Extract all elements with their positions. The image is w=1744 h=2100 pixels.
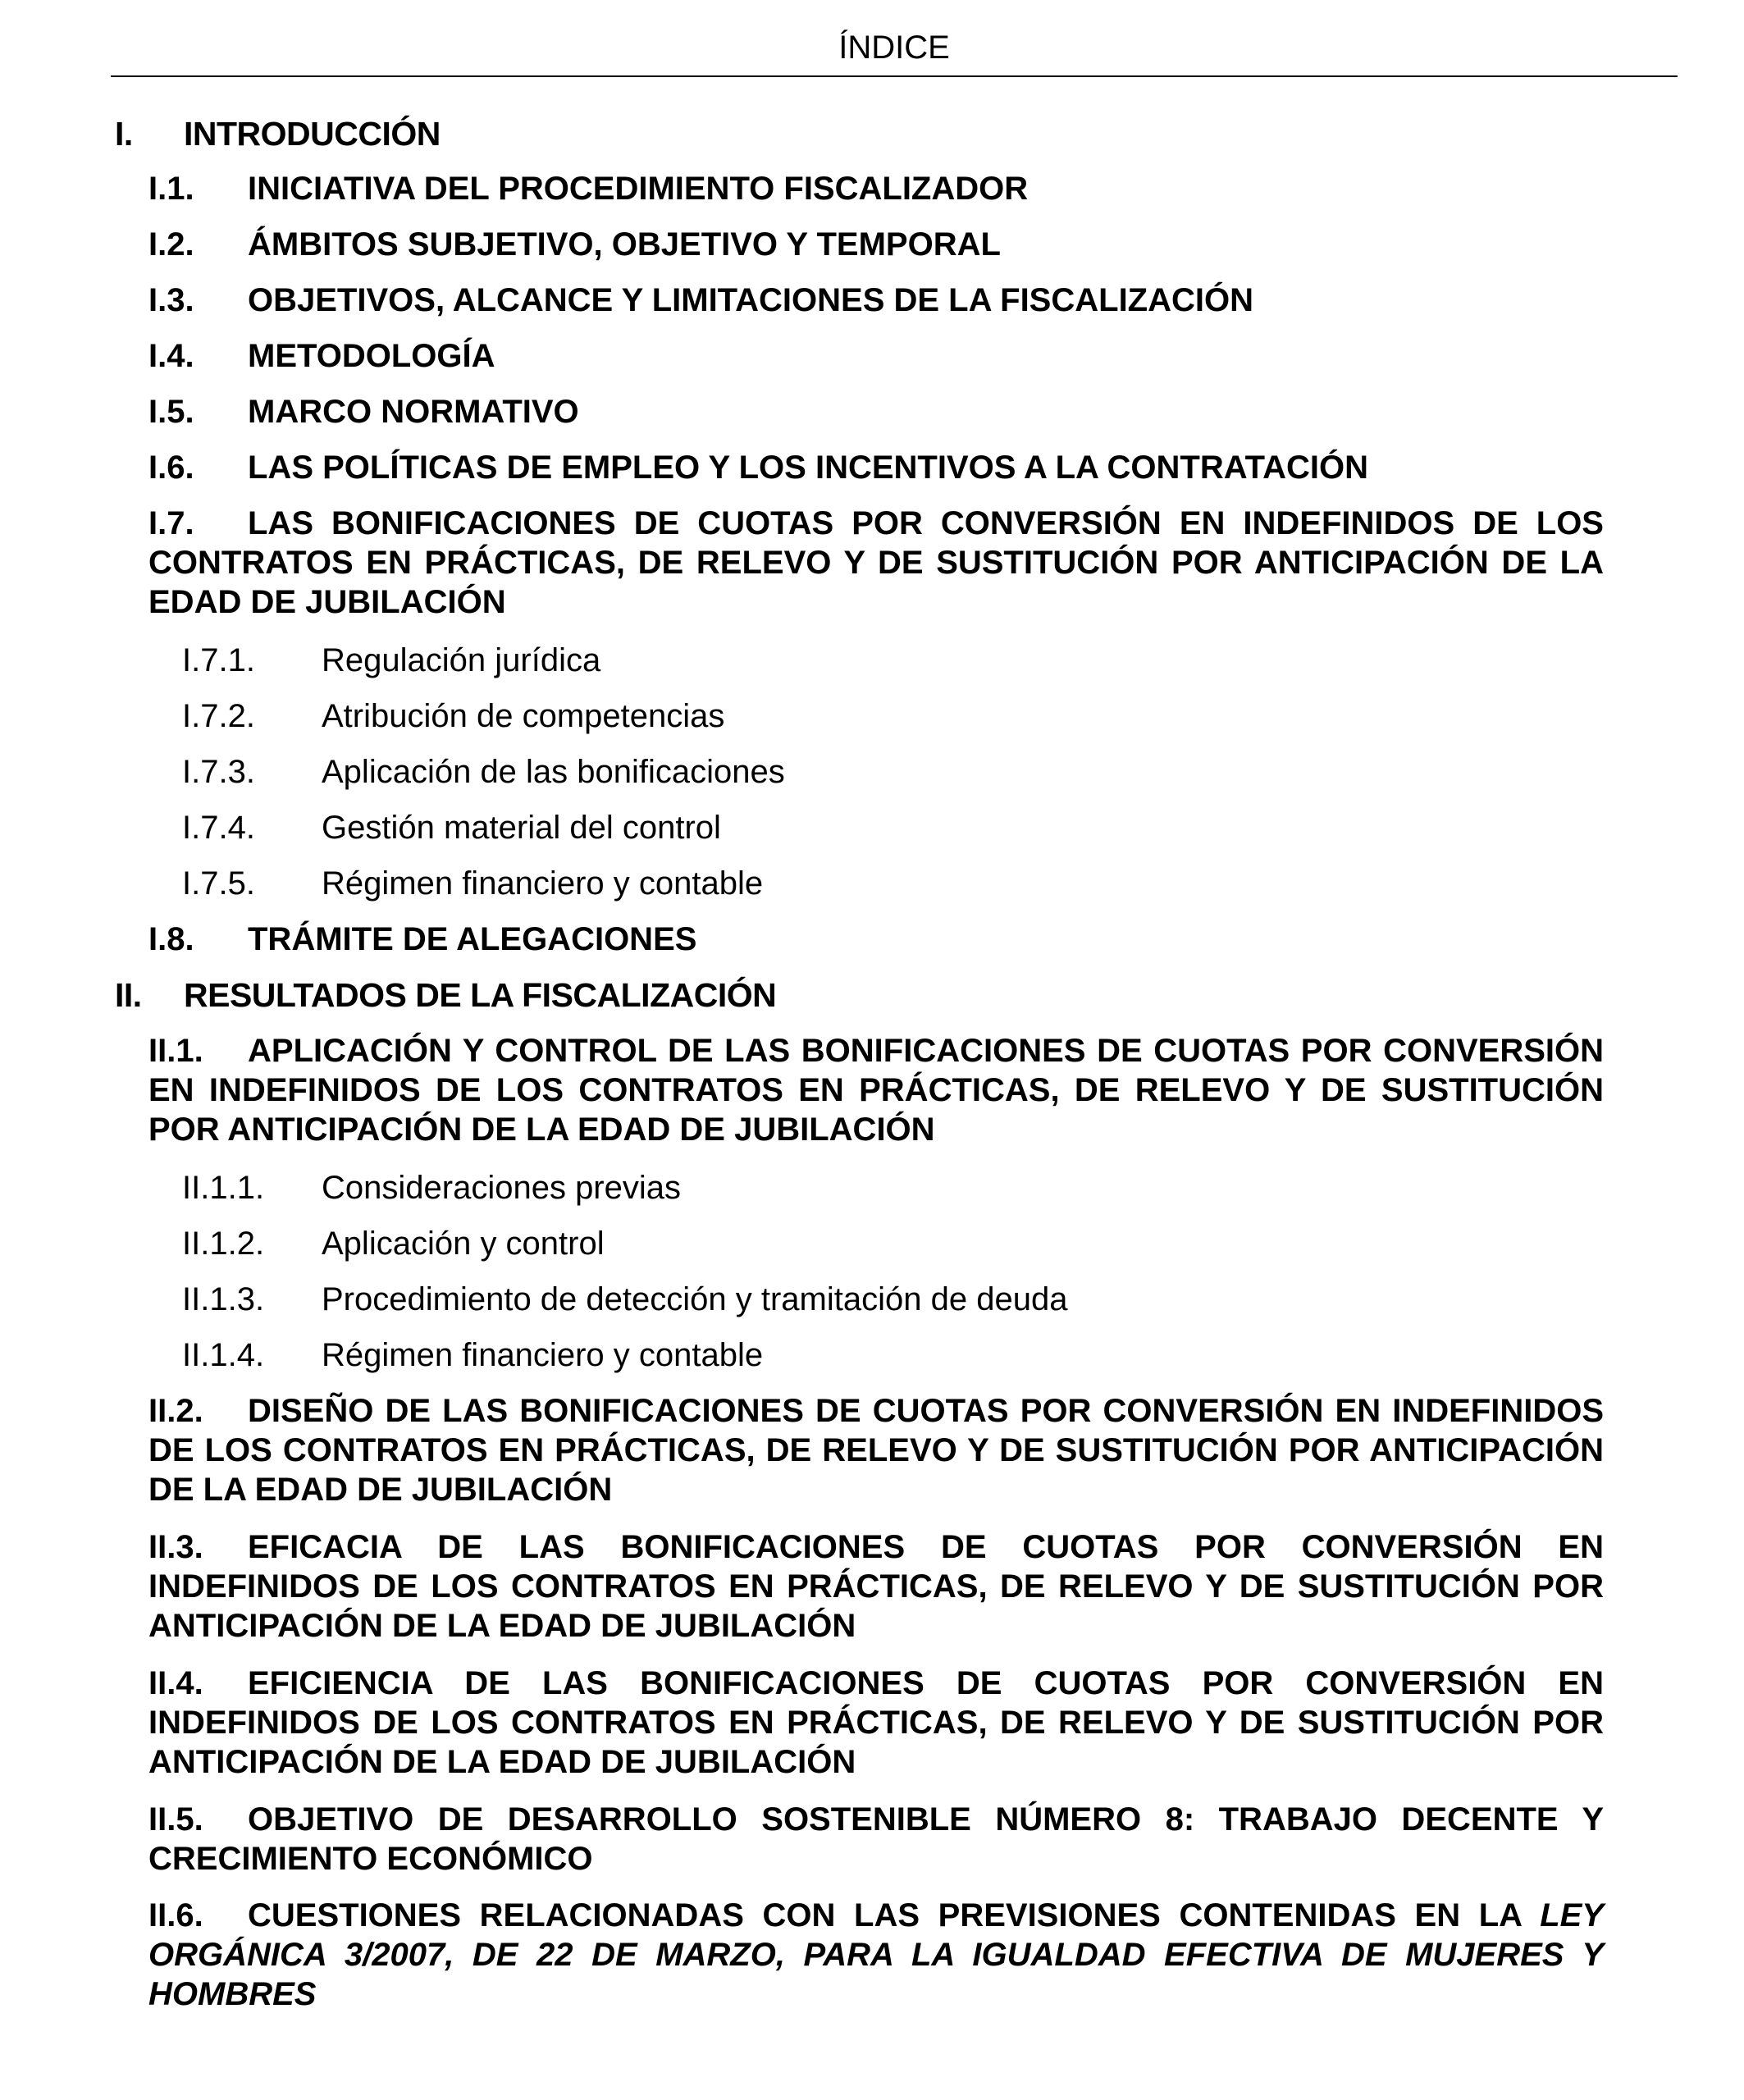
toc-number: II.5. bbox=[148, 1801, 203, 1838]
toc-section-1-7-4[interactable] bbox=[182, 808, 1577, 847]
toc-section-1-7-3[interactable] bbox=[182, 752, 1577, 792]
toc-title: LAS POLÍTICAS DE EMPLEO Y LOS INCENTIVOS A LA CONTRATACIÓN bbox=[248, 450, 1368, 486]
toc-number: II.3. bbox=[148, 1529, 203, 1565]
toc-section-1-1[interactable] bbox=[148, 169, 1604, 208]
toc-number: II. bbox=[115, 976, 142, 1014]
toc-title: TRÁMITE DE ALEGACIONES bbox=[248, 921, 697, 957]
toc-section-2-2[interactable] bbox=[148, 1391, 1604, 1509]
toc-title: Aplicación y control bbox=[322, 1226, 605, 1262]
toc-title: CUESTIONES RELACIONADAS CON LAS PREVISIONES CONTENIDAS EN LA bbox=[248, 1897, 1522, 1933]
toc-number: I.7.5. bbox=[182, 865, 255, 902]
toc-number: I.7.2. bbox=[182, 698, 255, 734]
toc-section-2-1-4[interactable] bbox=[182, 1335, 1577, 1375]
toc-title: Régimen financiero y contable bbox=[322, 1337, 764, 1373]
toc-title: DISEÑO DE LAS BONIFICACIONES DE CUOTAS POR CONVERSIÓN EN INDEFINIDOS DE LOS CONTRATOS EN PRÁCTICAS, DE RELEVO Y DE SUSTITUCIÓN POR ANTICIPACIÓN DE LA EDAD DE JUBILACIÓN bbox=[148, 1393, 1604, 1508]
toc-section-1-8[interactable] bbox=[148, 920, 1604, 959]
toc-title: METODOLOGÍA bbox=[248, 338, 495, 374]
toc-section-1-7-2[interactable] bbox=[182, 696, 1577, 736]
toc-number: I.7.1. bbox=[182, 642, 255, 678]
toc-title: Consideraciones previas bbox=[322, 1170, 682, 1206]
toc-number: II.1.4. bbox=[182, 1337, 265, 1373]
toc-number: I.1. bbox=[148, 171, 194, 207]
toc-number: II.4. bbox=[148, 1665, 203, 1701]
toc-title: RESULTADOS DE LA FISCALIZACIÓN bbox=[184, 976, 777, 1014]
toc-title: Procedimiento de detección y tramitación de deuda bbox=[322, 1281, 1068, 1317]
toc-section-1[interactable] bbox=[115, 114, 1641, 153]
toc-number: II.1. bbox=[148, 1033, 203, 1069]
toc-number: II.1.1. bbox=[182, 1170, 265, 1206]
toc-section-1-5[interactable] bbox=[148, 392, 1604, 431]
toc-section-2-3[interactable] bbox=[148, 1527, 1604, 1646]
toc-number: I.7.4. bbox=[182, 810, 255, 846]
toc-title: EFICIENCIA DE LAS BONIFICACIONES DE CUOTAS POR CONVERSIÓN EN INDEFINIDOS DE LOS CONTRATOS EN PRÁCTICAS, DE RELEVO Y DE SUSTITUCIÓN POR ANTICIPACIÓN DE LA EDAD DE JUBILACIÓN bbox=[148, 1665, 1604, 1780]
toc-section-2-6[interactable] bbox=[148, 1896, 1604, 2014]
toc-section-2-5[interactable] bbox=[148, 1800, 1604, 1879]
toc-title: MARCO NORMATIVO bbox=[248, 394, 579, 430]
toc-title: LAS BONIFICACIONES DE CUOTAS POR CONVERSIÓN EN INDEFINIDOS DE LOS CONTRATOS EN PRÁCTICAS, DE RELEVO Y DE SUSTITUCIÓN POR ANTICIPACIÓN DE LA EDAD DE JUBILACIÓN bbox=[148, 505, 1604, 620]
toc-title: INTRODUCCIÓN bbox=[184, 115, 441, 153]
page-title: ÍNDICE bbox=[838, 30, 950, 66]
toc-title-italic: LEY ORGÁNICA 3/2007, DE 22 DE MARZO, PARA LA IGUALDAD EFECTIVA DE MUJERES Y HOMBRES bbox=[148, 1897, 1604, 2012]
toc-number: II.6. bbox=[148, 1897, 203, 1933]
toc-number: II.2. bbox=[148, 1393, 203, 1429]
toc-title: INICIATIVA DEL PROCEDIMIENTO FISCALIZADOR bbox=[248, 171, 1029, 207]
toc-section-2-1-3[interactable] bbox=[182, 1280, 1577, 1319]
toc-section-2-1-2[interactable] bbox=[182, 1224, 1577, 1263]
toc-title: OBJETIVOS, ALCANCE Y LIMITACIONES DE LA FISCALIZACIÓN bbox=[248, 282, 1253, 318]
toc-section-2[interactable] bbox=[115, 975, 1641, 1015]
page-header bbox=[111, 25, 1678, 77]
toc-number: I.6. bbox=[148, 450, 194, 486]
toc-number: I.4. bbox=[148, 338, 194, 374]
toc-title: Aplicación de las bonificaciones bbox=[322, 754, 785, 790]
toc-number: I.7.3. bbox=[182, 754, 255, 790]
toc-section-1-7[interactable] bbox=[148, 504, 1604, 622]
toc-number: II.1.2. bbox=[182, 1226, 265, 1262]
toc-number: I.5. bbox=[148, 394, 194, 430]
toc-number: I.8. bbox=[148, 921, 194, 957]
toc-section-1-6[interactable] bbox=[148, 448, 1604, 487]
toc-section-1-4[interactable] bbox=[148, 336, 1604, 376]
toc-title: Gestión material del control bbox=[322, 810, 721, 846]
toc-section-1-2[interactable] bbox=[148, 225, 1604, 264]
toc-title: Regulación jurídica bbox=[322, 642, 601, 678]
toc-section-2-1-1[interactable] bbox=[182, 1168, 1577, 1208]
toc-title: APLICACIÓN Y CONTROL DE LAS BONIFICACIONES DE CUOTAS POR CONVERSIÓN EN INDEFINIDOS DE LOS CONTRATOS EN PRÁCTICAS, DE RELEVO Y DE SUSTITUCIÓN POR ANTICIPACIÓN DE LA EDAD DE JUBILACIÓN bbox=[148, 1033, 1604, 1148]
toc-number: II.1.3. bbox=[182, 1281, 265, 1317]
toc-title: OBJETIVO DE DESARROLLO SOSTENIBLE NÚMERO 8: TRABAJO DECENTE Y CRECIMIENTO ECONÓMICO bbox=[148, 1801, 1604, 1877]
toc-title: ÁMBITOS SUBJETIVO, OBJETIVO Y TEMPORAL bbox=[248, 226, 1001, 262]
toc-title: Atribución de competencias bbox=[322, 698, 725, 734]
toc-section-2-1[interactable] bbox=[148, 1031, 1604, 1149]
toc-section-1-7-5[interactable] bbox=[182, 864, 1577, 903]
toc-number: I.7. bbox=[148, 505, 194, 541]
toc-number: I. bbox=[115, 115, 133, 153]
toc-section-1-7-1[interactable] bbox=[182, 641, 1577, 680]
toc-title: Régimen financiero y contable bbox=[322, 865, 764, 902]
toc-number: I.3. bbox=[148, 282, 194, 318]
toc-number: I.2. bbox=[148, 226, 194, 262]
toc-title: EFICACIA DE LAS BONIFICACIONES DE CUOTAS POR CONVERSIÓN EN INDEFINIDOS DE LOS CONTRATOS EN PRÁCTICAS, DE RELEVO Y DE SUSTITUCIÓN POR ANTICIPACIÓN DE LA EDAD DE JUBILACIÓN bbox=[148, 1529, 1604, 1644]
toc-section-1-3[interactable] bbox=[148, 281, 1604, 320]
toc-section-2-4[interactable] bbox=[148, 1664, 1604, 1782]
